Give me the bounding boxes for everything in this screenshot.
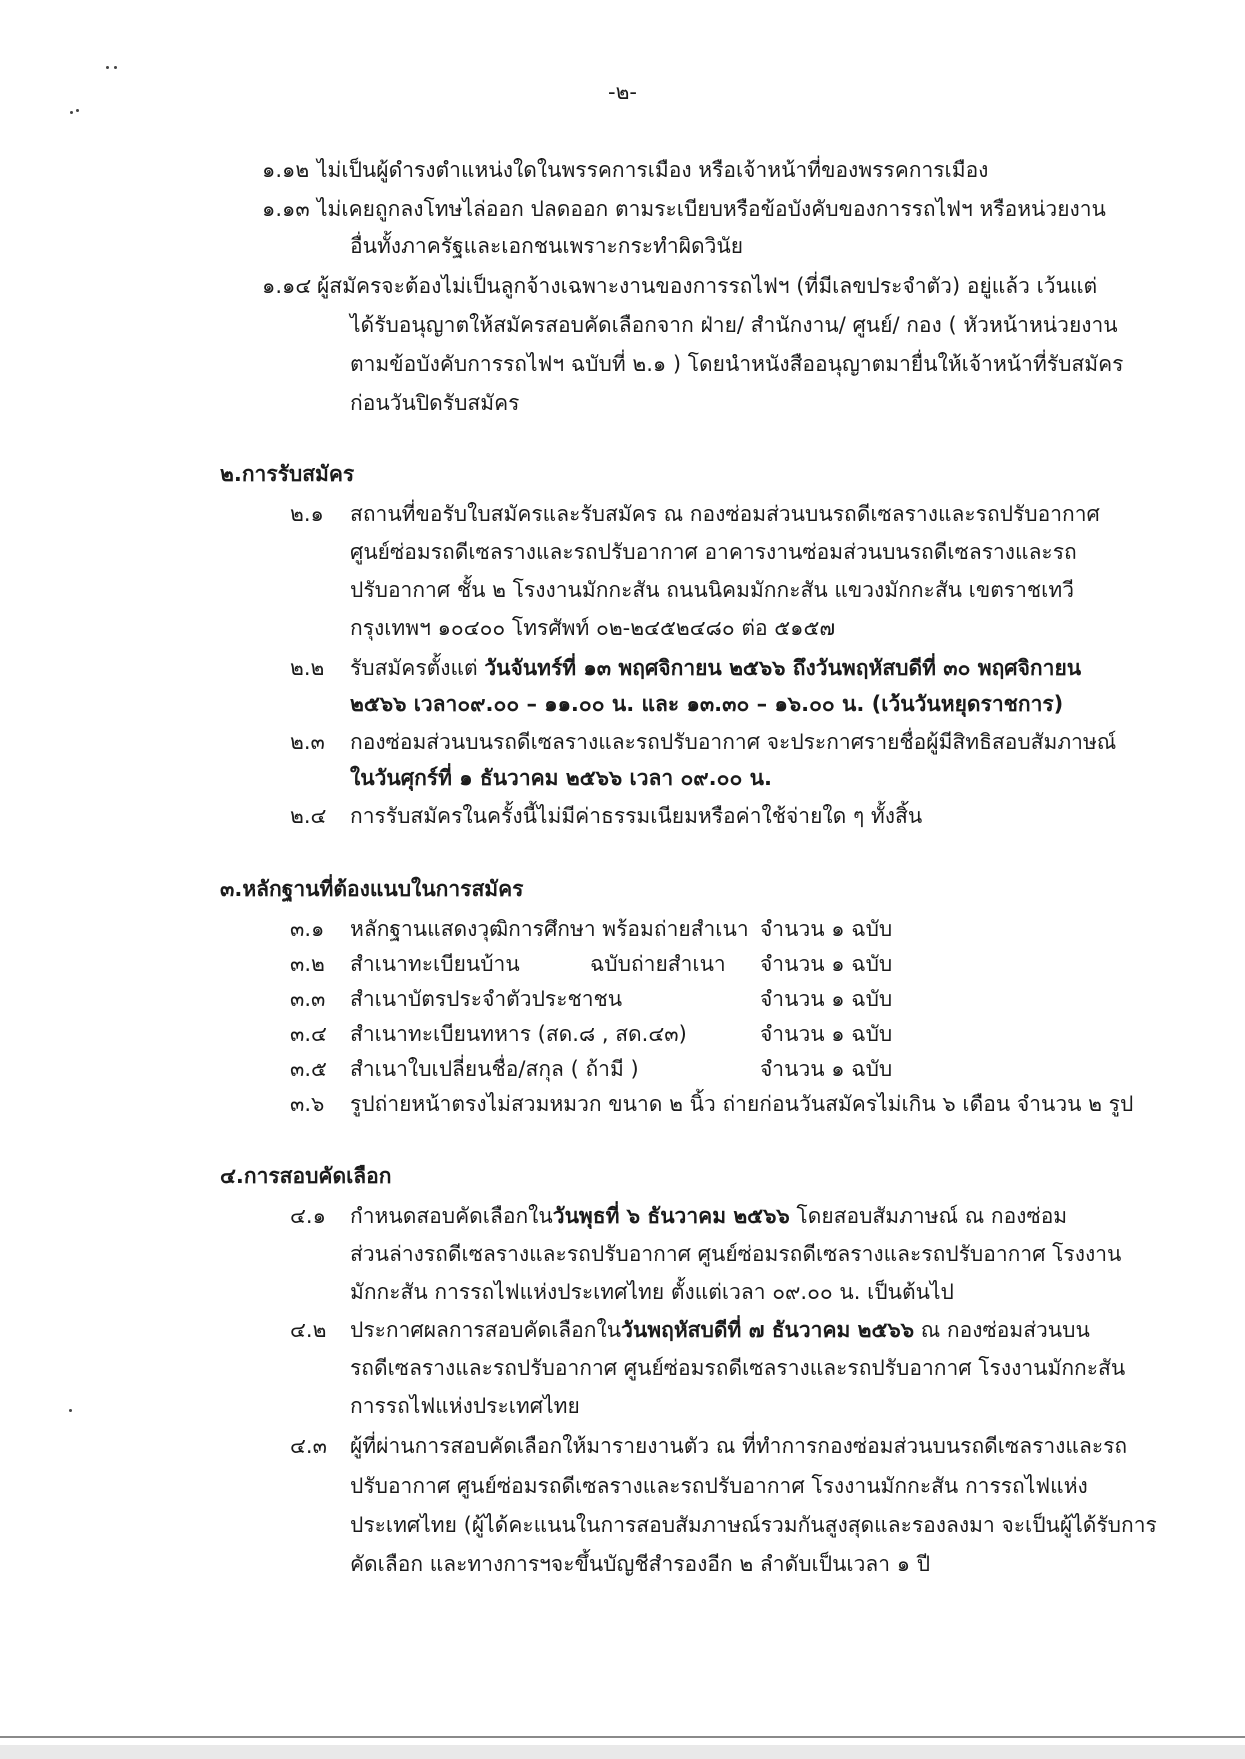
item-number: ๓.๑ [290,917,325,941]
document-name: สำเนาบัตรประจำตัวประชาชน [350,987,623,1011]
item-text: ประเทศไทย (ผู้ได้คะแนนในการสอบสัมภาษณ์รวมกันสูงสุดและรองลงมา จะเป็นผู้ได้รับการ [350,1513,1157,1537]
item-number: ๔.๒ [290,1318,327,1342]
document-name: สำเนาทะเบียนบ้าน [350,952,520,976]
item-text: การรถไฟแห่งประเทศไทย [350,1394,580,1418]
item-text-plain: รับสมัครตั้งแต่ [350,656,485,680]
item-number: ๓.๓ [290,987,326,1011]
item-text: กองซ่อมส่วนบนรถดีเซลรางและรถปรับอากาศ จะประกาศรายชื่อผู้มีสิทธิสอบสัมภาษณ์ [350,730,1117,754]
scan-edge-line [0,1736,1245,1738]
item-number: ๓.๔ [290,1022,327,1046]
item-text: ตามข้อบังคับการรถไฟฯ ฉบับที่ ๒.๑ ) โดยนำหนังสืออนุญาตมายื่นให้เจ้าหน้าที่รับสมัคร [350,352,1124,376]
item-text-bold: วันพุธที่ ๖ ธันวาคม ๒๕๖๖ [552,1204,790,1228]
item-text: ปรับอากาศ ศูนย์ซ่อมรถดีเซลรางและรถปรับอากาศ โรงงานมักกะสัน การรถไฟแห่ง [350,1474,1088,1498]
item-number: ๒.๑ [290,502,324,526]
document-name: หลักฐานแสดงวุฒิการศึกษา พร้อมถ่ายสำเนา [350,917,749,941]
item-text: อื่นทั้งภาครัฐและเอกชนเพราะกระทำผิดวินัย [350,234,744,258]
item-text: ก่อนวันปิดรับสมัคร [350,391,520,415]
item-text-plain: กำหนดสอบคัดเลือกใน [350,1204,553,1228]
item-text [350,654,1081,682]
item-number: ๓.๒ [290,952,325,976]
item-text: คัดเลือก และทางการฯจะขึ้นบัญชีสำรองอีก ๒ ลำดับเป็นเวลา ๑ ปี [350,1552,931,1576]
item-text-plain: ประกาศผลการสอบคัดเลือกใน [350,1318,622,1342]
page-number: -๒- [608,80,637,104]
item-text: กรุงเทพฯ ๑๐๔๐๐ โทรศัพท์ ๐๒-๒๔๕๒๔๘๐ ต่อ ๕๑๕๗ [350,616,836,640]
scan-speck [114,66,117,69]
scan-speck [70,111,73,114]
item-number: ๑.๑๒ [262,158,310,182]
item-number: ๔.๑ [290,1204,326,1228]
document-quantity: จำนวน ๑ ฉบับ [760,987,893,1011]
document-name: สำเนาใบเปลี่ยนชื่อ/สกุล ( ถ้ามี ) [350,1057,639,1081]
item-text: สถานที่ขอรับใบสมัครและรับสมัคร ณ กองซ่อมส่วนบนรถดีเซลรางและรถปรับอากาศ [350,502,1100,526]
item-number: ๓.๕ [290,1057,327,1081]
item-text: ปรับอากาศ ชั้น ๒ โรงงานมักกะสัน ถนนนิคมมักกะสัน แขวงมักกะสัน เขตราชเทวี [350,578,1074,602]
item-text: ผู้ที่ผ่านการสอบคัดเลือกให้มารายงานตัว ณ ที่ทำการกองซ่อมส่วนบนรถดีเซลรางและรถ [350,1434,1128,1458]
item-text-plain: โดยสอบสัมภาษณ์ ณ กองซ่อม [789,1204,1068,1228]
document-quantity: จำนวน ๑ ฉบับ [760,1022,893,1046]
item-text: มักกะสัน การรถไฟแห่งประเทศไทย ตั้งแต่เวลา ๐๙.๐๐ น. เป็นต้นไป [350,1280,954,1304]
item-text [350,1316,1090,1344]
document-quantity: จำนวน ๑ ฉบับ [760,1057,893,1081]
item-number: ๒.๒ [290,656,325,680]
section-heading: ๔.การสอบคัดเลือก [220,1164,392,1188]
scan-speck [106,66,109,69]
document-name: รูปถ่ายหน้าตรงไม่สวมหมวก ขนาด ๒ นิ้ว ถ่ายก่อนวันสมัครไม่เกิน ๖ เดือน จำนวน ๒ รูป [350,1092,1134,1116]
document-quantity: จำนวน ๑ ฉบับ [760,952,893,976]
item-number: ๓.๖ [290,1092,325,1116]
item-number: ๔.๓ [290,1434,327,1458]
item-text [350,1202,1067,1230]
document-quantity: จำนวน ๑ ฉบับ [760,917,893,941]
item-text: ไม่เคยถูกลงโทษไล่ออก ปลดออก ตามระเบียบหรือข้อบังคับของการรถไฟฯ หรือหน่วยงาน [317,197,1106,221]
item-number: ๒.๔ [290,804,327,828]
item-text: ศูนย์ซ่อมรถดีเซลรางและรถปรับอากาศ อาคารงานซ่อมส่วนบนรถดีเซลรางและรถ [350,540,1077,564]
item-text: ส่วนล่างรถดีเซลรางและรถปรับอากาศ ศูนย์ซ่อมรถดีเซลรางและรถปรับอากาศ โรงงาน [350,1242,1122,1266]
scan-edge-shadow [0,1745,1245,1759]
item-text: รถดีเซลรางและรถปรับอากาศ ศูนย์ซ่อมรถดีเซลรางและรถปรับอากาศ โรงงานมักกะสัน [350,1356,1126,1380]
item-text-bold: วันจันทร์ที่ ๑๓ พฤศจิกายน ๒๕๖๖ ถึงวันพฤหัสบดีที่ ๓๐ พฤศจิกายน [484,656,1082,680]
item-number: ๑.๑๓ [262,197,310,221]
item-text: การรับสมัครในครั้งนี้ไม่มีค่าธรรมเนียมหรือค่าใช้จ่ายใด ๆ ทั้งสิ้น [350,804,923,828]
item-text-bold: ในวันศุกร์ที่ ๑ ธันวาคม ๒๕๖๖ เวลา ๐๙.๐๐ น. [350,766,772,790]
document-copy-type: ฉบับถ่ายสำเนา [590,952,726,976]
item-text-bold: วันพฤหัสบดีที่ ๗ ธันวาคม ๒๕๖๖ [621,1318,915,1342]
item-text: ได้รับอนุญาตให้สมัครสอบคัดเลือกจาก ฝ่าย/ สำนักงาน/ ศูนย์/ กอง ( หัวหน้าหน่วยงาน [350,313,1118,337]
item-text: ไม่เป็นผู้ดำรงตำแหน่งใดในพรรคการเมือง หรือเจ้าหน้าที่ของพรรคการเมือง [317,158,989,182]
item-text: ผู้สมัครจะต้องไม่เป็นลูกจ้างเฉพาะงานของการรถไฟฯ (ที่มีเลขประจำตัว) อยู่แล้ว เว้นแต่ [317,274,1098,298]
item-text-plain: ณ กองซ่อมส่วนบน [914,1318,1090,1342]
section-heading: ๒.การรับสมัคร [220,462,355,486]
scan-speck [76,109,79,112]
item-number: ๒.๓ [290,730,325,754]
item-text-bold: ๒๕๖๖ เวลา๐๙.๐๐ – ๑๑.๐๐ น. และ ๑๓.๓๐ – ๑๖.๐๐ น. (เว้นวันหยุดราชการ) [350,692,1064,716]
document-name: สำเนาทะเบียนทหาร (สด.๘ , สด.๔๓) [350,1022,687,1046]
item-number: ๑.๑๔ [262,274,312,298]
scan-speck [69,1409,72,1412]
section-heading: ๓.หลักฐานที่ต้องแนบในการสมัคร [220,877,524,901]
